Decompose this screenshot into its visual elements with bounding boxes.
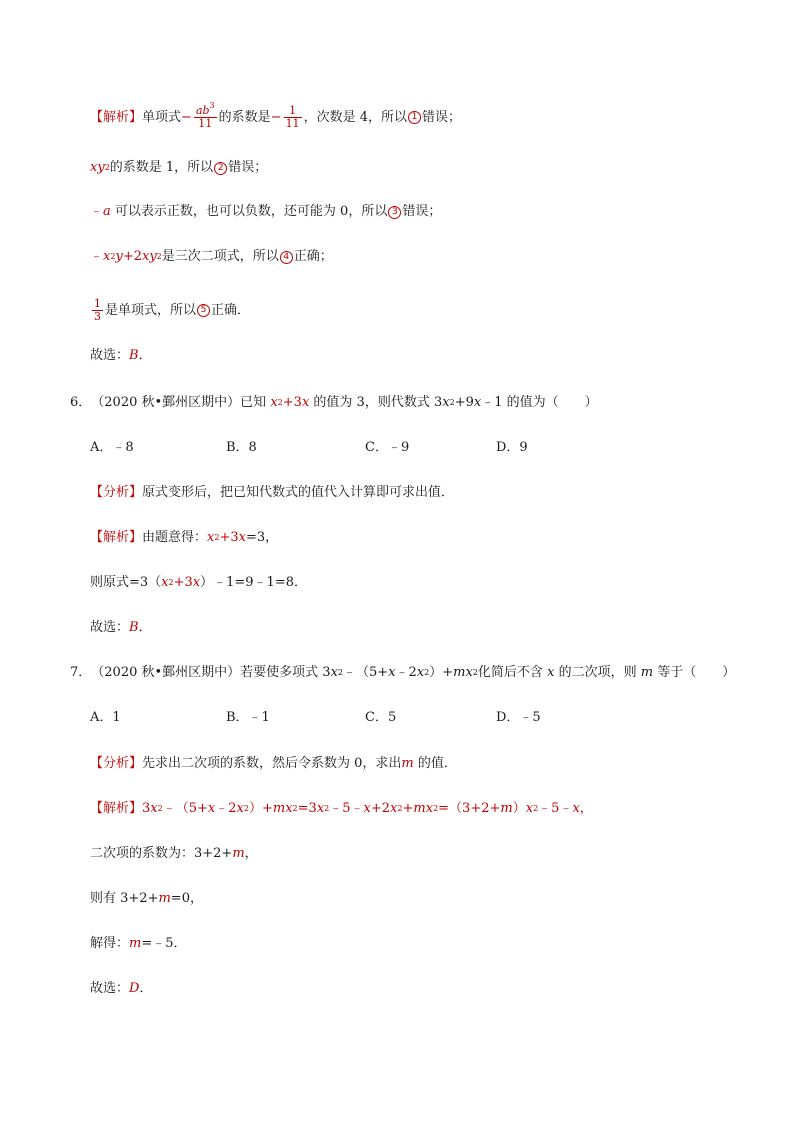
q6-fenxi: 【分析】 原式变形后，把已知代数式的值代入计算即可求出值． [90,485,455,500]
option-a: A．1 [90,710,121,725]
option-d: D．9 [496,440,528,455]
option-b: B．8 [226,440,257,455]
analysis-tag: 【解析】 [90,109,143,125]
option-c: C．﹣9 [365,440,410,455]
q7-answer: 故选： D ． [90,981,153,996]
sec5-line5: $\frac{1}{3}$ 是单项式，所以 5 正确． [94,297,251,323]
analysis-tag: 【分析】 [90,485,143,500]
option-a: A．﹣8 [90,440,134,455]
circled-number: 3 [388,206,401,219]
fraction: $\frac{1}{3}$ [94,297,101,323]
q7-solution: 解得： m =﹣5． [90,936,187,951]
q6-options [90,439,650,457]
q7-stem: 7． （2020 秋•鄞州区期中） 若要使多项式 3 x 2 ﹣（5+ x ﹣2 x 2 ）+ mx 2 化简后不含 x 的二次项，则 m 等于（ ） [70,665,736,680]
option-c: C．5 [365,710,397,725]
fraction: $\frac{ab^3}{11}$ [195,101,215,130]
q7-options [90,709,650,727]
question-number: 6． [70,395,92,410]
circled-number: 5 [197,304,210,317]
q7-coefficient: 二次项的系数为：3+2+ m ， [90,846,258,861]
q6-step2: 则原式=3（ x 2 +3 x ）﹣1=9﹣1=8． [90,575,307,590]
option-b: B．﹣1 [226,710,270,725]
q6-answer: 故选： B ． [90,620,152,635]
circled-number: 1 [408,111,421,124]
option-d: D．﹣5 [496,710,541,725]
q7-jiexi: 【解析】 3 x 2 ﹣（5+ x ﹣2 x 2 ）+ mx 2 =3 x 2 ﹣5﹣ x +2 x 2 + mx 2 =（3+2+ m ） x 2 ﹣5﹣ x ， [90,801,593,816]
circled-number: 2 [214,162,227,175]
analysis-tag: 【解析】 [90,530,143,545]
fraction: $\frac{1}{11}$ [285,104,300,130]
sec5-analysis-line1: 【解析】 单项式 − $\frac{ab^3}{11}$ 的系数是 − $\frac{1}{11}$ ，次数是 4，所以 1 错误； [90,101,461,130]
q7-fenxi: 【分析】 先求出二次项的系数，然后令系数为 0，求出 m 的值． [90,756,457,771]
q6-stem: 6． （2020 秋•鄞州区期中） 已知 x 2 +3 x 的值为 3，则代数式 3 x 2 +9 x ﹣1 的值为（ ） [70,395,598,410]
q7-equation: 则有 3+2+ m =0， [90,891,203,906]
circled-number: 4 [280,251,293,264]
question-number: 7． [70,665,92,680]
sec5-answer: 故选： B ． [90,348,152,363]
question-source: （2020 秋•鄞州区期中） [91,665,241,680]
analysis-tag: 【解析】 [90,801,143,816]
analysis-tag: 【分析】 [90,756,143,771]
sec5-line3: ﹣ a 可以表示正数，也可以负数，还可能为 0，所以 3 错误； [90,204,442,219]
q6-jiexi: 【解析】 由题意得： x 2 +3 x =3， [90,530,279,545]
sec5-line2: xy 2 的系数是 1，所以 2 错误； [90,160,268,175]
sec5-line4: ﹣ x 2 y +2 xy 2 是三次二项式，所以 4 正确； [90,249,333,264]
question-source: （2020 秋•鄞州区期中） [91,395,241,410]
